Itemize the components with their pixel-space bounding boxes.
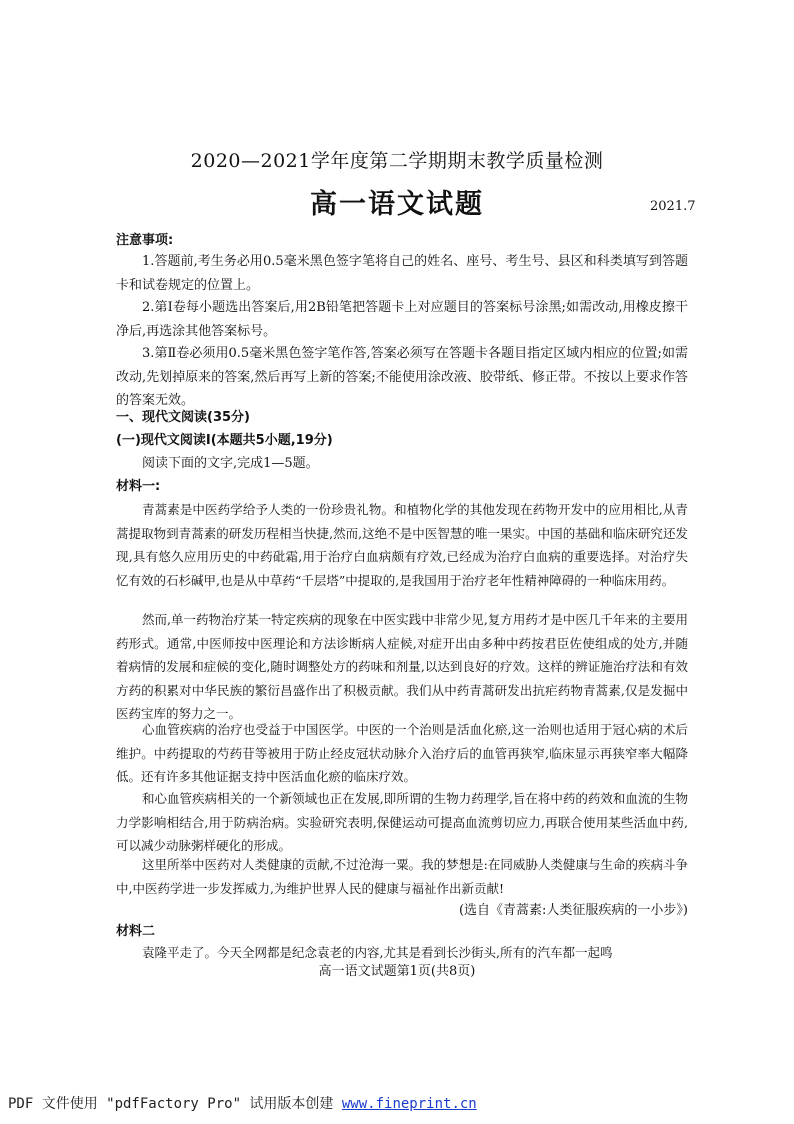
notes-heading: 注意事项: [116, 233, 174, 248]
material1-paragraph-5: 这里所举中医药对人类健康的贡献,不过沧海一粟。我的梦想是:在同威胁人类健康与生命的疾病斗争中,中医药学进一步发挥威力,为维护世界人民的健康与福祉作出新贡献! [116, 857, 688, 896]
exam-title: 2020—2021学年度第二学期期末教学质量检测 [190, 150, 604, 172]
pdf-creator-note [8, 1093, 477, 1113]
material1-paragraph-4: 和心血管疾病相关的一个新领域也正在发展,即所谓的生物力药理学,旨在将中药的药效和血流的生物力学影响相结合,用于防病治病。实验研究表明,保健运动可提高血流剪切应力,再联合使用某些活血中药,可以减少动脉粥样硬化的形成。 [116, 791, 688, 853]
subject-title: 高一语文试题 [310, 189, 484, 220]
material1-source: (选自《青蒿素:人类征服疾病的一小步》) [458, 903, 688, 918]
section-subtitle: (一)现代文阅读Ⅰ(本题共5小题,19分) [116, 433, 333, 448]
note-item-1: 1.答题前,考生务必用0.5毫米黑色签字笔将自己的姓名、座号、考生号、县区和科类填写到答题卡和试卷规定的位置上。 [116, 254, 688, 293]
note-item-2: 2.第Ⅰ卷每小题选出答案后,用2B铅笔把答题卡上对应题目的答案标号涂黑;如需改动,用橡皮擦干净后,再选涂其他答案标号。 [116, 300, 688, 339]
note-item-3: 3.第Ⅱ卷必须用0.5毫米黑色签字笔作答,答案必须写在答题卡各题目指定区域内相应的位置;如需改动,先划掉原来的答案,然后再写上新的答案;不能使用涂改液、胶带纸、修正带。不按以上要求作答的答案无效。 [116, 346, 688, 408]
material1-paragraph-1: 青蒿素是中医药学给予人类的一份珍贵礼物。和植物化学的其他发现在药物开发中的应用相比,从青蒿提取物到青蒿素的研发历程相当快捷,然而,这绝不是中医智慧的唯一果实。中国的基础和临床研究还发现,具有悠久应用历史的中药砒霜,用于治疗白血病颇有疗效,已经成为治疗白血病的重要选择。对治疗失忆有效的石杉碱甲,也是从中草药“千层塔”中提取的,是我国用于治疗老年性精神障碍的一种临床用药。 [116, 502, 688, 588]
material1-paragraph-3: 心血管疾病的治疗也受益于中国医学。中医的一个治则是活血化瘀,这一治则也适用于冠心病的术后维护。中药提取的芍药苷等被用于防止经皮冠状动脉介入治疗后的血管再狭窄,临床显示再狭窄率大幅降低。还有许多其他证据支持中医活血化瘀的临床疗效。 [116, 722, 688, 784]
section-instruction: 阅读下面的文字,完成1—5题。 [142, 456, 319, 471]
pdf-note-text: PDF 文件使用 "pdfFactory Pro" 试用版本创建 [8, 1096, 342, 1112]
section-title: 一、现代文阅读(35分) [116, 410, 250, 425]
exam-date: 2021.7 [650, 199, 696, 214]
page-footer: 高一语文试题第1页(共8页) [318, 964, 476, 979]
material1-label: 材料一: [116, 479, 161, 494]
material2-label: 材料二 [116, 924, 156, 939]
fineprint-link[interactable]: www.fineprint.cn [341, 1096, 477, 1112]
material1-paragraph-2: 然而,单一药物治疗某一特定疾病的现象在中医实践中非常少见,复方用药才是中医几千年来的主要用药形式。通常,中医师按中医理论和方法诊断病人症候,对症开出由多种中药按君臣佐使组成的处方,并随着病情的发展和症候的变化,随时调整处方的药味和剂量,以达到良好的疗效。这样的辨证施治疗法和有效方药的积累对中华民族的繁衍昌盛作出了积极贡献。我们从中药青蒿研发出抗疟药物青蒿素,仅是发掘中医药宝库的努力之一。 [116, 612, 688, 721]
material2-first-line: 袁隆平走了。今天全网都是纪念袁老的内容,尤其是看到长沙街头,所有的汽车都一起鸣 [142, 945, 613, 960]
